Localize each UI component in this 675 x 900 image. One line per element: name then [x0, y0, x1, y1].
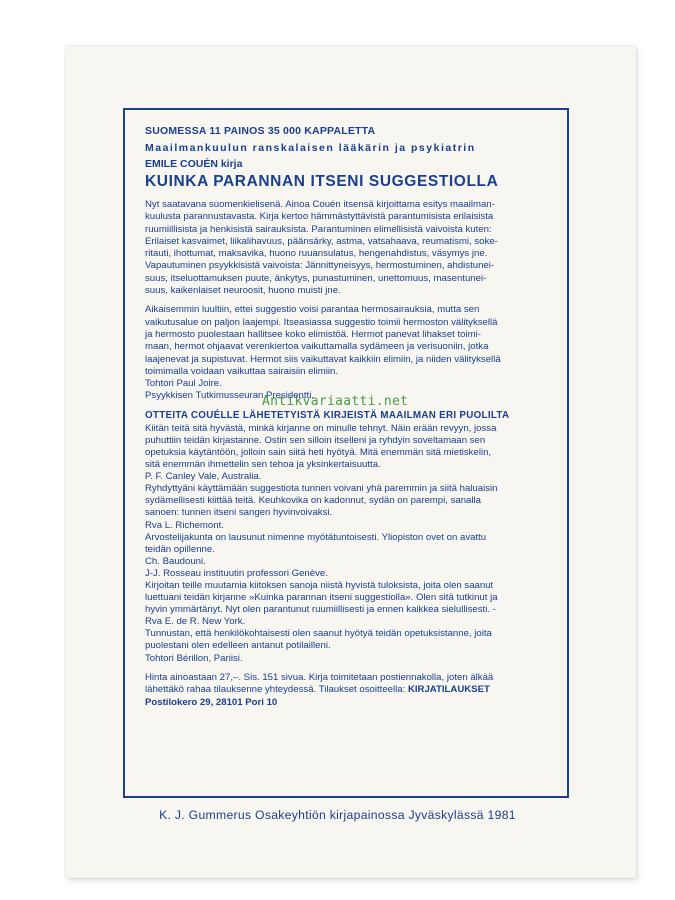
quote-line: maan, hermot ohjaavat verenkiertoa vaikuttamalla sydämeen ja verisuoniin, jotka [145, 341, 489, 353]
book-title: KUINKA PARANNAN ITSENI SUGGESTIOLLA [145, 173, 499, 190]
letter-line: Tunnustan, että henkilökohtaisesti olen saanut hyötyä teidän opetuksistanne, joita [145, 628, 492, 640]
printer-imprint: K. J. Gummerus Osakeyhtiön kirjapainossa Jyväskylässä 1981 [159, 808, 516, 822]
intro-line: suus, itseluottamuksen puute, änkytys, punastuminen, unettomuus, masentunei- [145, 272, 487, 284]
letter-line: Rva E. de R. New York. [145, 616, 246, 628]
letter-line: sitä enemmän ihmettelin sen tehoa ja yksinkertaisuutta. [145, 459, 381, 471]
letter-line: puolestani olen edelleen antanut potilailleni. [145, 640, 331, 652]
intro-line: Nyt saatavana suomenkielisenä. Ainoa Couén itsensä kirjoittama esitys maailman- [145, 199, 495, 210]
letter-line: Ch. Baudouni. [145, 555, 206, 567]
letter-line: opetuksia käytäntöön, jolloin sain siitä heti hyötyä. Mitä enemmän sitä mietiskelin, [145, 446, 492, 458]
letter-line: sanoen: tunnen itseni sangen hyvinvoivaksi. [145, 507, 333, 519]
letters-heading: OTTEITA COUÉLLE LÄHETETYISTÄ KIRJEISTÄ MAAILMAN ERI PUOLILTA [145, 409, 510, 421]
letter-line: hyvin ymmärtänyt. Nyt olen parantunut ruumiillisesti ja ennen kaikkea sielullisesti. - [145, 604, 496, 616]
intro-line: ruumiillisista ja henkisistä sairauksista. Parantuminen elimellisistä vaivoista kuten: [145, 223, 492, 235]
letter-line: teidän opillenne. [145, 543, 215, 555]
order-address: Postilokero 29, 28101 Pori 10 [145, 697, 278, 709]
order-text: lähettäkö rahaa tilauksenne yhteydessä. Tilaukset osoitteella: [145, 684, 406, 696]
quote-line: Tohtori Paul Joire. [145, 378, 222, 390]
letter-line: Tohtori Bérillon, Pariisi. [145, 652, 243, 664]
letter-line: sydämellisesti kiittää teitä. Keuhkovika on kadonnut, sydän on parempi, sanalla [145, 495, 481, 507]
intro-line: kuulusta parannustavasta. Kirja kertoo hämmästyttävistä parantumisista erilaisista [145, 211, 494, 223]
order-address-label: KIRJATILAUKSET [407, 684, 490, 696]
letter-line: puhuttiin teidän kirjastanne. Ostin sen silloin itselleni ja ryhdyin soveltamaan sen [145, 434, 486, 446]
letters-section [145, 423, 555, 665]
intro-line: ritauti, ihottumat, maksavika, huono ruuansulatus, hengenahdistus, väsymys jne. [145, 248, 488, 260]
letter-line: P. F. Canley Vale, Australia. [145, 471, 262, 483]
cover-text-block [145, 125, 555, 710]
intro-line: Vapautuminen psyykkisistä vaivoista: Jännittyneisyys, hermostuminen, ahdistunei- [145, 260, 495, 272]
quote-line: vaikutusalue on paljon laajempi. Itseasiassa suggestio toimii hermoston välityksellä [145, 316, 498, 328]
author-line: EMILE COUÉN kirja [145, 158, 243, 170]
letter-line: Ryhdyttyäni käyttämään suggestiota tunnen voivani yhä paremmin ja siitä haluaisin [145, 483, 498, 495]
quote-line: Psyykkisen Tutkimusseuran Presidentti. [145, 390, 315, 402]
quote-line: laajenevat ja supistuvat. Hermot siis vaikuttavat kaikkiin elimiin, ja niiden välityksellä [145, 353, 501, 365]
order-line: Hinta ainoastaan 27,–. Sis. 151 sivua. Kirja toimitetaan postiennakolla, joten älkää [145, 671, 494, 683]
intro-line: suus, kaikenlaiset neuroosit, huono muisti jne. [145, 285, 341, 297]
edition-line: SUOMESSA 11 PAINOS 35 000 KAPPALETTA [145, 125, 376, 137]
quote-paragraph [145, 304, 555, 402]
order-info [145, 672, 555, 710]
watermark-text: Antikvariaatti.net [262, 394, 409, 409]
letter-line: Rva L. Richemont. [145, 519, 224, 531]
quote-line: toimimalla voidaan vaikuttaa sairaisiin elimiin. [145, 365, 339, 377]
letter-line: luettuani teidän kirjanne »Kuinka parannan itseni suggestiolla». Olen sitä tutkinut ja [145, 592, 498, 604]
letter-line: Arvostelijakunta on lausunut nimenne myötätuntoisesti. Yliopiston ovet on avattu [145, 531, 487, 543]
letter-line: Kirjoitan teille muutamia kiitoksen sanoja niistä hyvistä tuloksista, joita olen saanut [145, 579, 494, 591]
letter-line: Kiitän teitä sitä hyvästä, minkä kirjanne on minulle tehnyt. Näin erään revyyn, jossa [145, 422, 497, 434]
intro-line: Erilaiset kasvaimet, liikalihavuus, päänsärky, astma, vatsahaava, reumatismi, soke- [145, 235, 498, 247]
subheading: Maailmankuulun ranskalaisen lääkärin ja psykiatrin [145, 142, 476, 154]
letter-line: J-J. Rosseau instituutin professori Genève. [145, 567, 328, 579]
quote-line: ja hermosto puolestaan hallitsee koko elimistöä. Hermot panevat lihakset toimi- [145, 328, 481, 340]
intro-paragraph [145, 199, 555, 297]
order-line [145, 684, 555, 697]
quote-line: Aikaisemmin luultiin, ettei suggestio voisi parantaa hermosairauksia, mutta sen [145, 304, 480, 316]
